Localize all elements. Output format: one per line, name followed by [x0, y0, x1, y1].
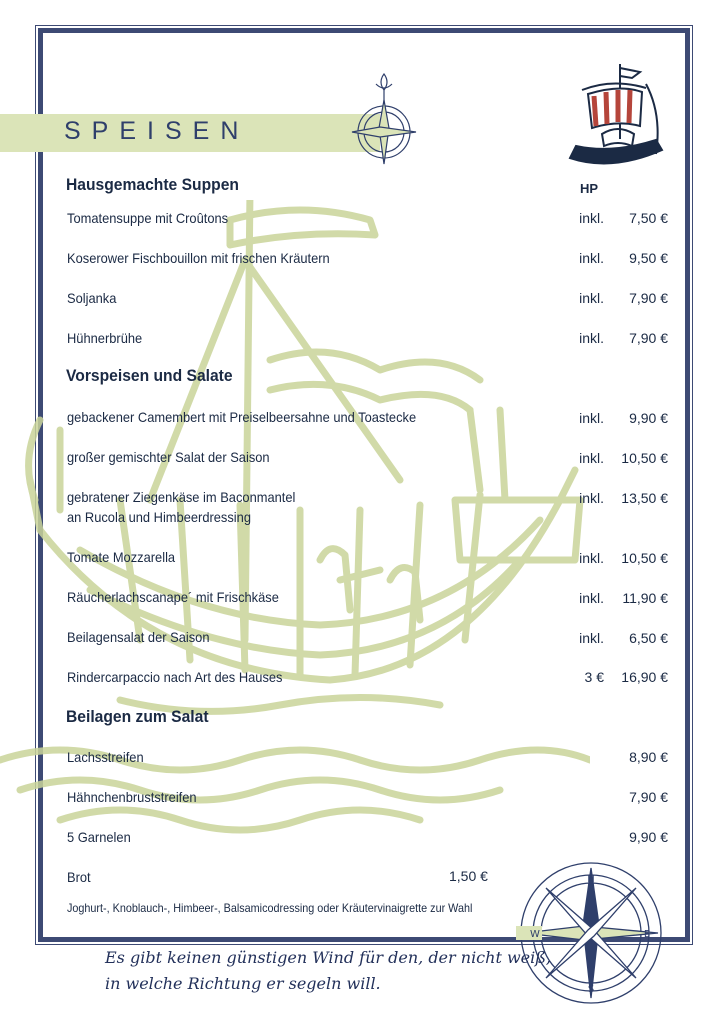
menu-item-price: 6,50 €: [629, 630, 668, 646]
menu-item-price: 10,50 €: [621, 550, 668, 566]
menu-item-price: 7,90 €: [629, 789, 668, 805]
menu-item-name: Hähnchenbruststreifen: [67, 789, 197, 805]
menu-item-hp: inkl.: [579, 450, 604, 466]
section-title-starters: Vorspeisen und Salate: [66, 366, 233, 385]
compass-s: S: [587, 984, 595, 995]
dressing-note: Joghurt-, Knoblauch-, Himbeer-, Balsamicodressing oder Kräutervinaigrette zur Wahl: [67, 901, 473, 915]
section-title-salad-sides: Beilagen zum Salat: [66, 707, 209, 726]
compass-w: W: [530, 929, 540, 940]
menu-item-name: Hühnerbrühe: [67, 330, 143, 346]
compass-rose-large-icon: [506, 858, 676, 1008]
menu-item-hp: inkl.: [579, 330, 604, 346]
menu-item-price: 1,50 €: [449, 868, 488, 884]
menu-item-hp: inkl.: [579, 630, 604, 646]
menu-item-price: 11,90 €: [622, 590, 668, 606]
menu-item-price: 16,90 €: [621, 669, 668, 685]
menu-item-hp: inkl.: [579, 550, 604, 566]
menu-item-name: 5 Garnelen: [67, 829, 131, 845]
compass-e: E: [643, 929, 651, 940]
menu-item-name: Beilagensalat der Saison: [67, 629, 210, 645]
page-title: SPEISEN: [64, 117, 250, 145]
menu-item-price: 9,50 €: [629, 250, 668, 266]
menu-item-price: 9,90 €: [629, 829, 668, 845]
menu-item-name: Räucherlachscanape´ mit Frischkäse: [67, 589, 279, 605]
menu-item-price: 7,90 €: [629, 330, 668, 346]
menu-item-price: 9,90 €: [629, 410, 668, 426]
menu-item-price: 10,50 €: [621, 450, 668, 466]
compass-n: N: [587, 874, 595, 885]
menu-item-hp: inkl.: [579, 210, 604, 226]
compass-rose-icon: [344, 70, 424, 170]
menu-item-name-line2: an Rucola und Himbeerdressing: [67, 509, 251, 525]
ship-logo-icon: [562, 54, 672, 169]
menu-item-hp: inkl.: [579, 590, 604, 606]
menu-item-name: Soljanka: [67, 290, 117, 306]
menu-item-name: gebackener Camembert mit Preiselbeersahne und Toastecke: [67, 409, 417, 425]
menu-item-hp: inkl.: [579, 290, 604, 306]
menu-item-name: Rindercarpaccio nach Art des Hauses: [67, 669, 283, 685]
menu-item-hp: inkl.: [579, 250, 604, 266]
menu-item-name: Koserower Fischbouillon mit frischen Kräutern: [67, 250, 330, 266]
menu-item-hp: 3 €: [584, 669, 604, 685]
menu-item-name: Tomatensuppe mit Croûtons: [67, 210, 229, 226]
section-title-soups: Hausgemachte Suppen: [66, 175, 239, 194]
menu-item-price: 8,90 €: [629, 749, 668, 765]
menu-item-name: Lachsstreifen: [67, 749, 144, 765]
quote-line-2: in welche Richtung er segeln will.: [105, 974, 381, 993]
menu-item-hp: inkl.: [579, 410, 604, 426]
menu-item-hp: inkl.: [579, 490, 604, 506]
menu-item-name: Tomate Mozzarella: [67, 549, 176, 565]
menu-item-name: großer gemischter Salat der Saison: [67, 449, 270, 465]
quote-line-1: Es gibt keinen günstigen Wind für den, der nicht weiß,: [105, 948, 552, 967]
hp-column-header: HP: [580, 181, 599, 196]
menu-item-name: gebratener Ziegenkäse im Baconmantel: [67, 489, 296, 505]
menu-item-price: 7,50 €: [629, 210, 668, 226]
menu-item-name: Brot: [67, 869, 91, 885]
menu-item-price: 13,50 €: [621, 490, 668, 506]
menu-item-price: 7,90 €: [629, 290, 668, 306]
